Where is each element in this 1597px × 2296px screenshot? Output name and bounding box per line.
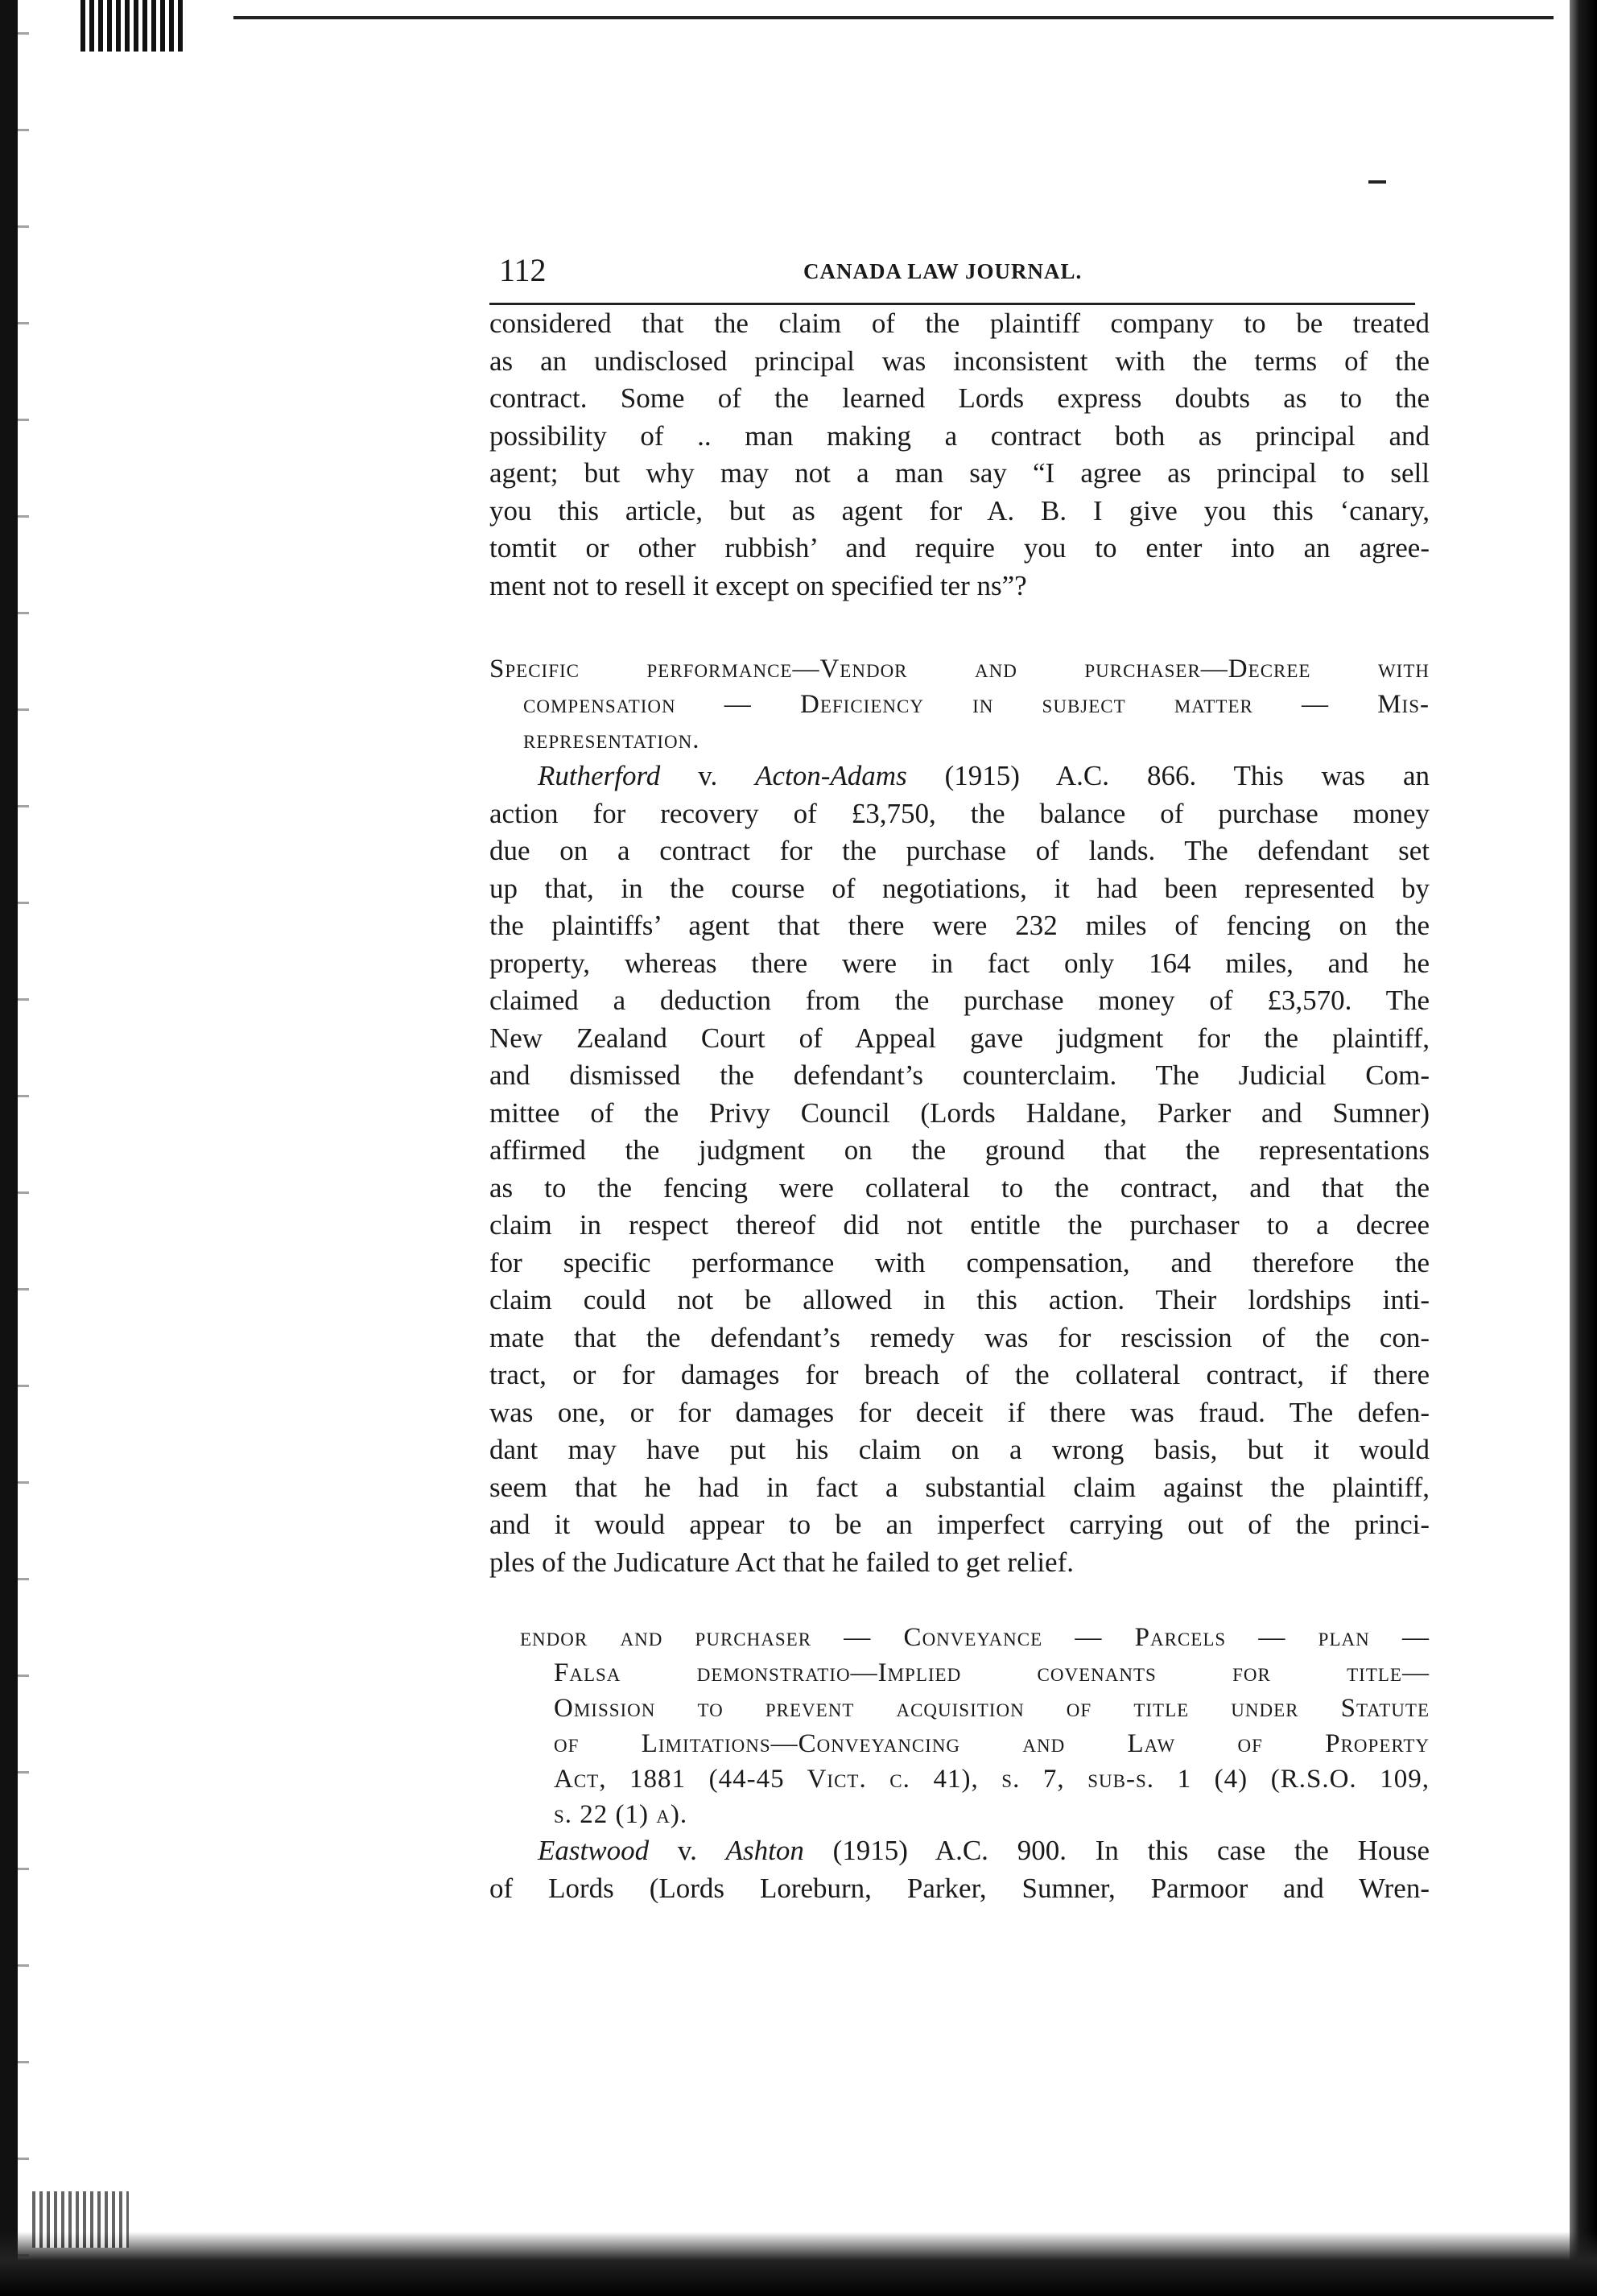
text-line: mate that the defendant’s remedy was for rescission of the con- xyxy=(489,1321,1430,1353)
scan-right-edge xyxy=(1570,0,1597,2296)
citation-text: (1915) A.C. 866. This was an xyxy=(906,760,1430,791)
scan-bottom-edge xyxy=(0,2232,1597,2296)
scan-bottom-left-blot xyxy=(32,2191,129,2248)
text-line: agent; but why may not a man say “I agree as principal to sell xyxy=(489,457,1430,489)
text-line: tract, or for damages for breach of the collateral contract, if there xyxy=(489,1359,1430,1390)
text-line: claim could not be allowed in this action. Their lordships inti- xyxy=(489,1284,1430,1315)
heading-line: endor and purchaser — Conveyance — Parcels — plan — xyxy=(520,1623,1430,1652)
text-line: and dismissed the defendant’s counterclaim. The Judicial Com- xyxy=(489,1059,1430,1091)
heading-line: Act, 1881 (44-45 Vict. c. 41), s. 7, sub-s. 1 (4) (R.S.O. 109, xyxy=(554,1765,1430,1794)
text-line: for specific performance with compensation, and therefore the xyxy=(489,1246,1430,1278)
text-line: seem that he had in fact a substantial claim against the plaintiff, xyxy=(489,1471,1430,1503)
heading-line: s. 22 (1) a). xyxy=(554,1800,688,1829)
text-line: affirmed the judgment on the ground that the representations xyxy=(489,1134,1430,1166)
citation-text: (1915) A.C. 900. In this case the House xyxy=(803,1835,1430,1866)
running-head xyxy=(489,251,1430,298)
text-line: claim in respect thereof did not entitle the purchaser to a decree xyxy=(489,1209,1430,1241)
case-name: Eastwood xyxy=(538,1835,650,1866)
text-line: ment not to resell it except on specified ter ns”? xyxy=(489,569,1027,601)
scan-top-left-blot xyxy=(80,0,185,52)
paragraph-eastwood xyxy=(489,1832,1430,1907)
heading-line: Falsa demonstratio—Implied covenants for title— xyxy=(554,1658,1430,1687)
text-line: property, whereas there were in fact only 164 miles, and he xyxy=(489,947,1430,979)
text-line: tomtit or other rubbish’ and require you to enter into an agree- xyxy=(489,532,1430,564)
text-line: dant may have put his claim on a wrong basis, but it would xyxy=(489,1434,1430,1465)
text-line: up that, in the course of negotiations, it had been represented by xyxy=(489,872,1430,904)
text-line: as an undisclosed principal was inconsistent with the terms of the xyxy=(489,345,1430,377)
text-line: considered that the claim of the plaintiff company to be treated xyxy=(489,308,1430,339)
text-line: mittee of the Privy Council (Lords Haldane, Parker and Sumner) xyxy=(489,1096,1430,1129)
heading-line: Specific performance—Vendor and purchaser—Decree with xyxy=(489,655,1430,683)
heading-line: compensation — Deficiency in subject matter — Mis- xyxy=(523,690,1430,719)
case-party: Ashton xyxy=(725,1835,804,1866)
section-heading-vendor-purchaser xyxy=(489,1620,1430,1832)
text-line: action for recovery of £3,750, the balance of purchase money xyxy=(489,797,1430,829)
page-number: 112 xyxy=(499,252,547,288)
case-name: Rutherford xyxy=(538,760,661,791)
text-line: and it would appear to be an imperfect carrying out of the princi- xyxy=(489,1509,1430,1540)
text-line: as to the fencing were collateral to the contract, and that the xyxy=(489,1171,1430,1204)
scan-left-edge xyxy=(0,0,18,2296)
text-line xyxy=(489,758,1430,795)
heading-line: of Limitations—Conveyancing and Law of Property xyxy=(554,1729,1430,1758)
heading-line: representation. xyxy=(523,725,700,754)
text-line: possibility of .. man making a contract both as principal and xyxy=(489,419,1430,452)
text-line: you this article, but as agent for A. B. I give you this ‘canary, xyxy=(489,494,1430,527)
scan-top-edge-line xyxy=(233,16,1554,19)
text-line: due on a contract for the purchase of lands. The defendant set xyxy=(489,835,1430,866)
text-line: ples of the Judicature Act that he failed to get relief. xyxy=(489,1546,1074,1578)
text-line xyxy=(489,1832,1430,1870)
section-heading-specific-performance xyxy=(489,651,1430,758)
scan-left-specks xyxy=(18,0,29,2296)
scan-dash-mark xyxy=(1368,180,1386,184)
text-line: of Lords (Lords Loreburn, Parker, Sumner, Parmoor and Wren- xyxy=(489,1872,1430,1904)
heading-line: Omission to prevent acquisition of title under Statute xyxy=(554,1694,1430,1723)
text-line: the plaintiffs’ agent that there were 232 miles of fencing on the xyxy=(489,910,1430,941)
text-line: New Zealand Court of Appeal gave judgment for the plaintiff, xyxy=(489,1022,1430,1054)
case-versus: v. xyxy=(649,1835,726,1866)
case-party: Acton-Adams xyxy=(755,760,907,791)
page-content xyxy=(489,251,1430,1907)
paragraph-1 xyxy=(489,305,1430,605)
case-versus: v. xyxy=(660,760,756,791)
journal-title: CANADA LAW JOURNAL. xyxy=(803,259,1083,283)
text-line: claimed a deduction from the purchase money of £3,570. The xyxy=(489,985,1430,1016)
text-line: contract. Some of the learned Lords express doubts as to the xyxy=(489,382,1430,414)
paragraph-rutherford xyxy=(489,758,1430,1581)
text-line: was one, or for damages for deceit if there was fraud. The defen- xyxy=(489,1396,1430,1428)
